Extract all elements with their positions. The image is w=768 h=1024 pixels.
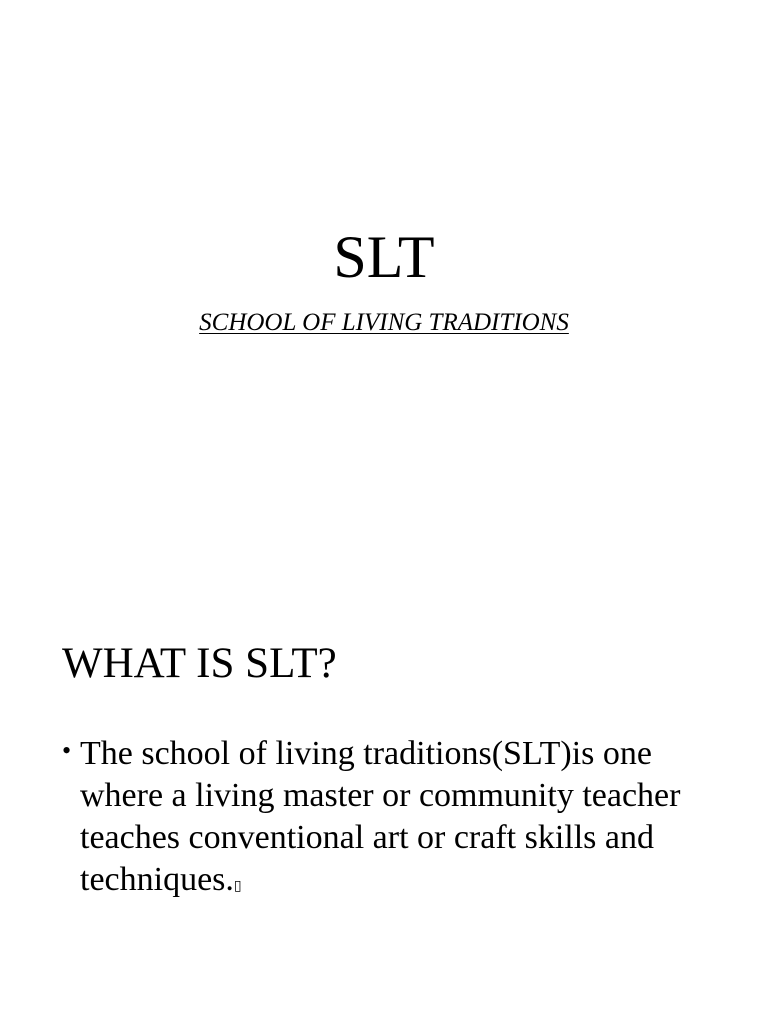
bullet-text: The school of living traditions(SLT)is one where a living master or community teacher teaches conventional art or craft skills and techniques. [80,735,681,898]
bullet-marker-icon: • [62,736,72,765]
section-heading: WHAT IS SLT? [62,640,337,687]
missing-glyph-icon: ▯ [233,879,242,894]
bullet-item [62,733,722,908]
slide-subtitle: SCHOOL OF LIVING TRADITIONS [199,309,569,336]
bullet-list [62,733,722,908]
slide-title: SLT [333,224,435,290]
